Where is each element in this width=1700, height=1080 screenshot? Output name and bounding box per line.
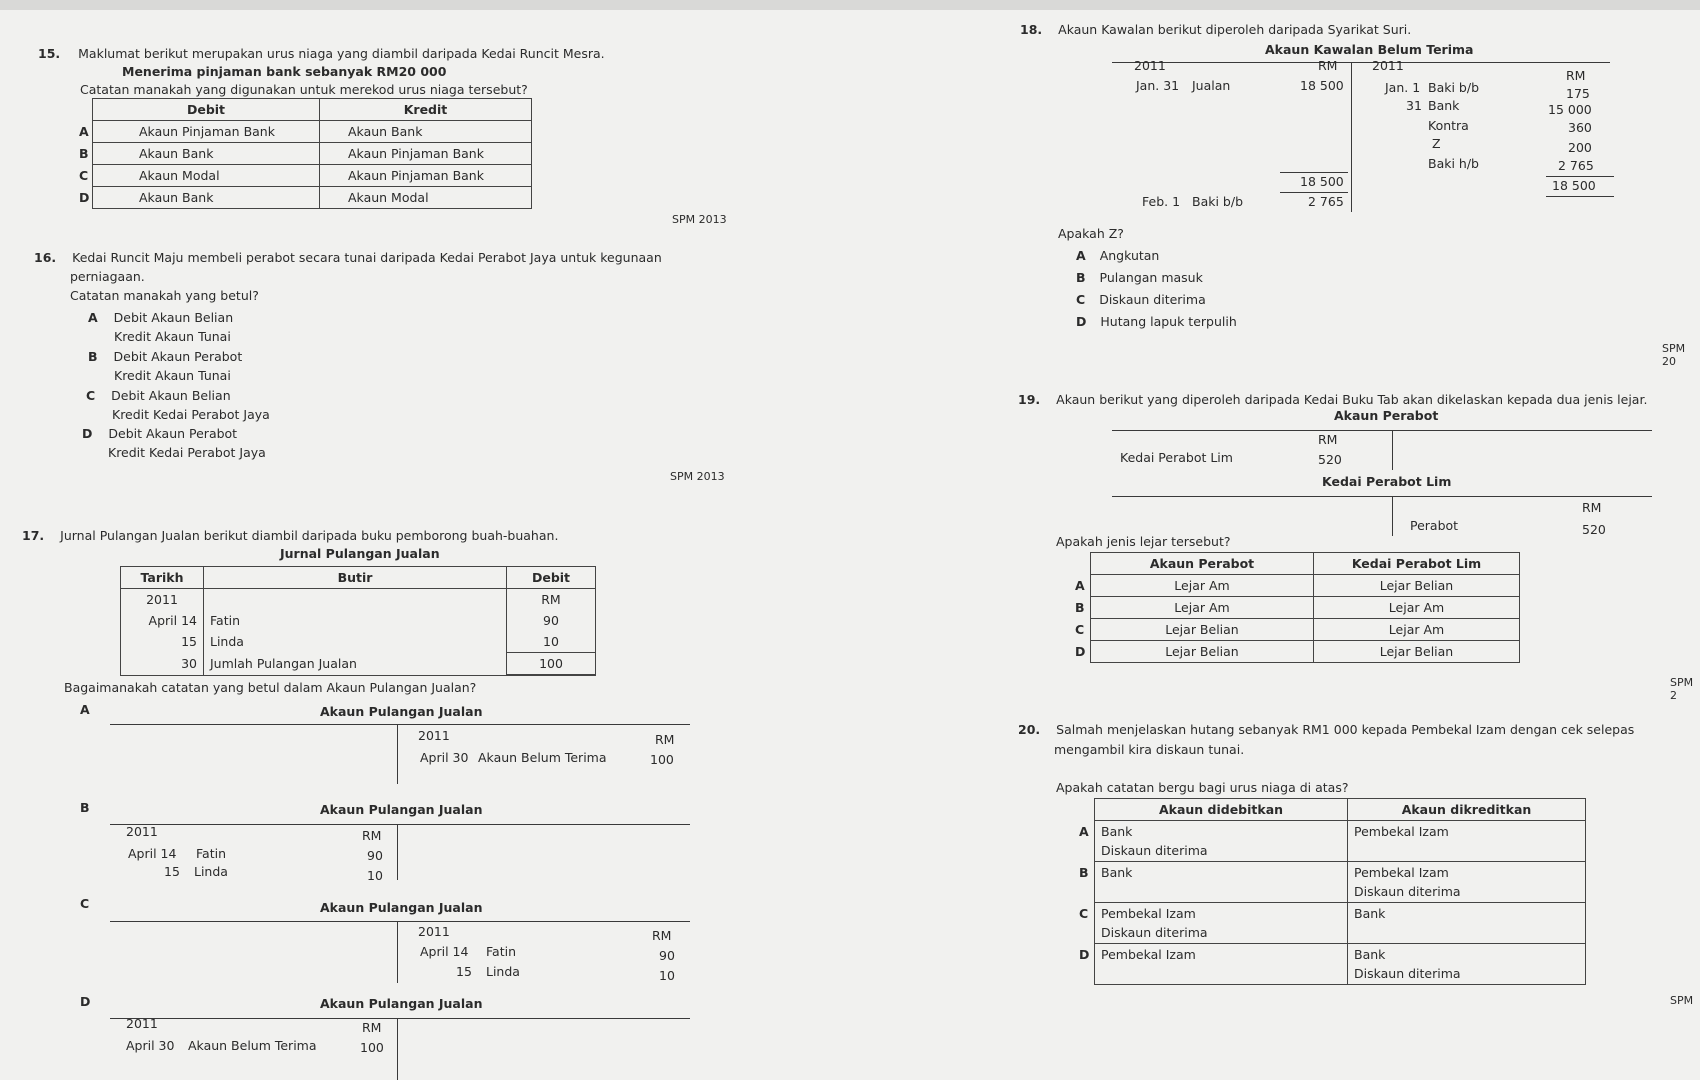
q20-question: Apakah catatan bergu bagi urus niaga di atas? bbox=[1056, 780, 1349, 795]
acc-date: April 14 bbox=[128, 846, 177, 861]
q17-option-a-label[interactable]: A bbox=[80, 702, 90, 717]
journal-row bbox=[121, 610, 596, 631]
question-stem: Maklumat berikut merupakan urus niaga yang diambil daripada Kedai Runcit Mesra. bbox=[78, 46, 605, 61]
option-text: Pulangan masuk bbox=[1099, 270, 1203, 285]
acc-amount: 10 bbox=[659, 968, 675, 983]
t-account-center-line bbox=[1392, 496, 1393, 536]
acc-amount: 360 bbox=[1568, 120, 1592, 135]
row-item: Linda bbox=[204, 631, 507, 653]
option-row[interactable] bbox=[93, 187, 532, 209]
acc-rm: RM bbox=[655, 732, 675, 747]
top-edge bbox=[0, 0, 1700, 10]
journal-title: Jurnal Pulangan Jualan bbox=[280, 546, 440, 561]
acc-date: 15 bbox=[164, 864, 180, 879]
acc-item: Baki h/b bbox=[1428, 156, 1479, 171]
debit-cell: Akaun Bank bbox=[139, 190, 214, 205]
debit-cell: Akaun Pinjaman Bank bbox=[139, 124, 275, 139]
credit-line-2: Diskaun diterima bbox=[1354, 966, 1461, 981]
t-account-top-line bbox=[110, 724, 690, 725]
kredit-cell: Akaun Pinjaman Bank bbox=[320, 143, 532, 165]
question-17 bbox=[22, 528, 642, 543]
option-label: D bbox=[1075, 644, 1086, 659]
option-row[interactable] bbox=[1091, 619, 1520, 641]
option-label: B bbox=[88, 349, 98, 364]
option-label: D bbox=[1076, 314, 1087, 329]
q18-option-a[interactable] bbox=[1076, 248, 1159, 263]
q17-option-b-label[interactable]: B bbox=[80, 800, 90, 815]
q17-option-a-title: Akaun Pulangan Jualan bbox=[320, 704, 483, 719]
t-account-top-line bbox=[110, 921, 690, 922]
question-19 bbox=[1018, 392, 1698, 407]
acc-date: April 14 bbox=[420, 944, 469, 959]
option-label: D bbox=[79, 190, 90, 205]
option-row[interactable] bbox=[1091, 575, 1520, 597]
q17-journal bbox=[120, 566, 596, 676]
acc-rm: RM bbox=[652, 928, 672, 943]
q15-source: SPM 2013 bbox=[672, 213, 727, 226]
question-number: 18. bbox=[1020, 22, 1043, 37]
acc-rm: RM bbox=[1566, 68, 1586, 83]
acc-date: 15 bbox=[456, 964, 472, 979]
header-kredit: Kredit bbox=[320, 99, 532, 121]
row-date: 30 bbox=[121, 653, 204, 676]
row-amount: 10 bbox=[507, 631, 596, 653]
debit-cell: Akaun Bank bbox=[139, 146, 214, 161]
acc-amount: 175 bbox=[1566, 86, 1590, 101]
credit-line-1: Pembekal Izam bbox=[1354, 865, 1449, 880]
ledger-a: Lejar Belian bbox=[1165, 644, 1239, 659]
question-20 bbox=[1018, 722, 1698, 737]
q15-options bbox=[79, 98, 532, 209]
acc-item: Baki b/b bbox=[1428, 80, 1480, 95]
option-row[interactable] bbox=[1095, 821, 1586, 862]
option-label: A bbox=[1076, 248, 1086, 263]
option-label: B bbox=[79, 146, 89, 161]
row-amount: 100 bbox=[507, 653, 596, 676]
row-item: Jumlah Pulangan Jualan bbox=[204, 653, 507, 676]
q15-question: Catatan manakah yang digunakan untuk merekod urus niaga tersebut? bbox=[80, 82, 528, 97]
acc-item: Fatin bbox=[196, 846, 226, 861]
acc-item: Jualan bbox=[1192, 78, 1231, 93]
row-date: April 14 bbox=[121, 610, 204, 631]
acc-item: Kedai Perabot Lim bbox=[1120, 450, 1233, 465]
t-account-top-line bbox=[1112, 496, 1652, 497]
option-label: C bbox=[1076, 292, 1086, 307]
acc-amount: 100 bbox=[650, 752, 674, 767]
q18-question: Apakah Z? bbox=[1058, 226, 1124, 241]
acc-amount: 520 bbox=[1318, 452, 1342, 467]
acc-item: Linda bbox=[486, 964, 520, 979]
option-label: B bbox=[1076, 270, 1086, 285]
credit-line-1: Bank bbox=[1354, 947, 1386, 962]
option-row[interactable] bbox=[1091, 641, 1520, 663]
acc-item: Perabot bbox=[1410, 518, 1459, 533]
ledger-a: Lejar Am bbox=[1174, 600, 1230, 615]
t-account-center-line bbox=[397, 724, 398, 784]
t-account-center-line bbox=[1351, 62, 1352, 212]
total-line bbox=[1546, 176, 1614, 177]
acc-amount: 520 bbox=[1582, 522, 1606, 537]
acc-year: 2011 bbox=[1134, 58, 1166, 73]
acc-year: 2011 bbox=[418, 728, 450, 743]
acc-year: 2011 bbox=[1372, 58, 1404, 73]
header-tarikh: Tarikh bbox=[121, 567, 204, 589]
acc-year: 2011 bbox=[418, 924, 450, 939]
option-line-1: Debit Akaun Perabot bbox=[113, 349, 243, 364]
acc-amount: 200 bbox=[1568, 140, 1592, 155]
question-number: 17. bbox=[22, 528, 45, 543]
acc-amount: 2 765 bbox=[1308, 194, 1344, 209]
question-number: 19. bbox=[1018, 392, 1041, 407]
q19-acc2-title: Kedai Perabot Lim bbox=[1322, 474, 1452, 489]
question-number: 20. bbox=[1018, 722, 1041, 737]
kredit-cell: Akaun Pinjaman Bank bbox=[320, 165, 532, 187]
q18-account-title: Akaun Kawalan Belum Terima bbox=[1265, 42, 1474, 57]
question-stem: Akaun berikut yang diperoleh daripada Kedai Buku Tab akan dikelaskan kepada dua jenis lejar. bbox=[1056, 392, 1648, 407]
option-label: B bbox=[1075, 600, 1085, 615]
journal-table bbox=[120, 566, 596, 676]
question-16 bbox=[34, 250, 774, 265]
q18-option-b[interactable] bbox=[1076, 270, 1203, 285]
q20-stem-cont: mengambil kira diskaun tunai. bbox=[1054, 742, 1245, 757]
acc-rm: RM bbox=[362, 1020, 382, 1035]
acc-date: Jan. 31 bbox=[1136, 78, 1180, 93]
question-stem: Jurnal Pulangan Jualan berikut diambil daripada buku pemborong buah-buahan. bbox=[60, 528, 559, 543]
option-text: Hutang lapuk terpulih bbox=[1100, 314, 1237, 329]
acc-amount: 2 765 bbox=[1558, 158, 1594, 173]
q17-option-d-title: Akaun Pulangan Jualan bbox=[320, 996, 483, 1011]
q16-option-d[interactable] bbox=[82, 424, 266, 462]
question-stem: Salmah menjelaskan hutang sebanyak RM1 000 kepada Pembekal Izam dengan cek selepas bbox=[1056, 722, 1635, 737]
acc-date: April 30 bbox=[126, 1038, 175, 1053]
header-credited: Akaun dikreditkan bbox=[1348, 799, 1586, 821]
option-label: A bbox=[88, 310, 98, 325]
q18-option-d[interactable] bbox=[1076, 314, 1237, 329]
option-row[interactable] bbox=[93, 121, 532, 143]
q17-option-c-label[interactable]: C bbox=[80, 896, 90, 911]
debit-line-2: Diskaun diterima bbox=[1101, 925, 1208, 940]
acc-amount: 15 000 bbox=[1548, 102, 1592, 117]
acc-rm: RM bbox=[362, 828, 382, 843]
total-line bbox=[1280, 172, 1348, 173]
acc-item: Baki b/b bbox=[1192, 194, 1244, 209]
option-label: C bbox=[79, 168, 89, 183]
acc-rm: RM bbox=[1318, 432, 1338, 447]
option-row[interactable] bbox=[1095, 944, 1586, 985]
t-account-top-line bbox=[1112, 62, 1610, 63]
ledger-b: Lejar Am bbox=[1314, 619, 1520, 641]
acc-item: Kontra bbox=[1428, 118, 1469, 133]
option-label: A bbox=[1075, 578, 1085, 593]
option-line-1: Debit Akaun Belian bbox=[113, 310, 234, 325]
acc-date: April 30 bbox=[420, 750, 469, 765]
q20-options bbox=[1079, 798, 1586, 985]
acc-item: Fatin bbox=[486, 944, 516, 959]
credit-line-1: Bank bbox=[1354, 906, 1386, 921]
acc-year: 2011 bbox=[126, 1016, 158, 1031]
q16-option-a[interactable] bbox=[88, 308, 233, 346]
q16-stem-cont: perniagaan. bbox=[70, 269, 145, 284]
question-stem: Akaun Kawalan berikut diperoleh daripada Syarikat Suri. bbox=[1058, 22, 1412, 37]
q17-option-d-label[interactable]: D bbox=[80, 994, 91, 1009]
option-row[interactable] bbox=[93, 165, 532, 187]
debit-line-1: Bank bbox=[1101, 824, 1133, 839]
acc-item: Bank bbox=[1428, 98, 1460, 113]
t-account-center-line bbox=[397, 824, 398, 880]
total-line bbox=[1280, 192, 1348, 193]
option-label: C bbox=[1075, 622, 1085, 637]
header-butir: Butir bbox=[204, 567, 507, 589]
option-label: B bbox=[1079, 865, 1089, 880]
acc-amount: 18 500 bbox=[1300, 78, 1344, 93]
ledger-b: Lejar Belian bbox=[1314, 575, 1520, 597]
option-label: C bbox=[1079, 906, 1089, 921]
debit-line-2: Diskaun diterima bbox=[1101, 843, 1208, 858]
debit-line-1: Pembekal Izam bbox=[1101, 906, 1196, 921]
option-label: D bbox=[82, 426, 93, 441]
acc-amount: 90 bbox=[367, 848, 383, 863]
q19-source: SPM 2 bbox=[1670, 676, 1694, 702]
acc-rm: RM bbox=[1582, 500, 1602, 515]
acc-item: Z bbox=[1432, 136, 1441, 151]
q20-options-table bbox=[1079, 798, 1586, 985]
total-line bbox=[1546, 196, 1614, 197]
debit-cell: Akaun Modal bbox=[139, 168, 220, 183]
acc-item: Akaun Belum Terima bbox=[478, 750, 607, 765]
acc-item: Akaun Belum Terima bbox=[188, 1038, 317, 1053]
question-stem: Kedai Runcit Maju membeli perabot secara tunai daripada Kedai Perabot Jaya untuk kegunaan bbox=[72, 250, 662, 265]
header-debited: Akaun didebitkan bbox=[1095, 799, 1348, 821]
option-line-2: Kredit Akaun Tunai bbox=[114, 368, 231, 383]
t-account-top-line bbox=[110, 1018, 690, 1019]
option-label: A bbox=[1079, 824, 1089, 839]
q20-source: SPM bbox=[1670, 994, 1694, 1007]
debit-line-1: Bank bbox=[1101, 865, 1133, 880]
acc-item: Linda bbox=[194, 864, 228, 879]
q17-option-c-title: Akaun Pulangan Jualan bbox=[320, 900, 483, 915]
row-amount: 90 bbox=[507, 610, 596, 631]
option-row[interactable] bbox=[93, 143, 532, 165]
journal-rm: RM bbox=[507, 589, 596, 611]
ledger-a: Lejar Belian bbox=[1165, 622, 1239, 637]
header-debit: Debit bbox=[507, 567, 596, 589]
option-text: Angkutan bbox=[1099, 248, 1160, 263]
q15-options-table bbox=[79, 98, 532, 209]
acc-year: 2011 bbox=[126, 824, 158, 839]
header-debit: Debit bbox=[93, 99, 320, 121]
question-number: 16. bbox=[34, 250, 57, 265]
q17-option-b-title: Akaun Pulangan Jualan bbox=[320, 802, 483, 817]
debit-line-1: Pembekal Izam bbox=[1101, 947, 1196, 962]
header-kedai-perabot-lim: Kedai Perabot Lim bbox=[1314, 553, 1520, 575]
q16-option-b[interactable] bbox=[88, 347, 242, 385]
option-row[interactable] bbox=[1095, 862, 1586, 903]
credit-line-2: Diskaun diterima bbox=[1354, 884, 1461, 899]
q19-acc1-title: Akaun Perabot bbox=[1334, 408, 1439, 423]
q16-option-c[interactable] bbox=[86, 386, 270, 424]
option-row[interactable] bbox=[1095, 903, 1586, 944]
q19-options-table bbox=[1075, 552, 1520, 663]
acc-amount: 10 bbox=[367, 868, 383, 883]
option-label: A bbox=[79, 124, 89, 139]
t-account-top-line bbox=[1112, 430, 1652, 431]
ledger-a: Lejar Am bbox=[1174, 578, 1230, 593]
t-account-top-line bbox=[110, 824, 690, 825]
journal-row bbox=[121, 653, 596, 676]
question-number: 15. bbox=[38, 46, 61, 61]
credit-line-1: Pembekal Izam bbox=[1354, 824, 1449, 839]
q19-options bbox=[1075, 552, 1520, 663]
row-item: Fatin bbox=[204, 610, 507, 631]
acc-amount: 90 bbox=[659, 948, 675, 963]
option-label: D bbox=[1079, 947, 1090, 962]
acc-total: 18 500 bbox=[1300, 174, 1344, 189]
row-date: 15 bbox=[121, 631, 204, 653]
ledger-b: Lejar Am bbox=[1314, 597, 1520, 619]
ledger-b: Lejar Belian bbox=[1314, 641, 1520, 663]
option-text: Diskaun diterima bbox=[1099, 292, 1206, 307]
acc-date: 31 bbox=[1406, 98, 1422, 113]
option-row[interactable] bbox=[1091, 597, 1520, 619]
kredit-cell: Akaun Bank bbox=[320, 121, 532, 143]
question-15 bbox=[38, 46, 658, 61]
header-akaun-perabot: Akaun Perabot bbox=[1091, 553, 1314, 575]
q16-question: Catatan manakah yang betul? bbox=[70, 288, 259, 303]
option-line-1: Debit Akaun Belian bbox=[111, 388, 231, 403]
option-line-2: Kredit Kedai Perabot Jaya bbox=[108, 445, 266, 460]
q16-source: SPM 2013 bbox=[670, 470, 725, 483]
q18-source: SPM 20 bbox=[1662, 342, 1686, 368]
kredit-cell: Akaun Modal bbox=[320, 187, 532, 209]
journal-year: 2011 bbox=[121, 589, 204, 611]
q15-info: Menerima pinjaman bank sebanyak RM20 000 bbox=[122, 64, 447, 79]
option-line-1: Debit Akaun Perabot bbox=[108, 426, 238, 441]
acc-date: Jan. 1 bbox=[1385, 80, 1421, 95]
t-account-center-line bbox=[397, 1018, 398, 1080]
acc-date: Feb. 1 bbox=[1142, 194, 1181, 209]
option-label: C bbox=[86, 388, 96, 403]
acc-total: 18 500 bbox=[1552, 178, 1596, 193]
t-account-center-line bbox=[397, 921, 398, 983]
q17-question: Bagaimanakah catatan yang betul dalam Akaun Pulangan Jualan? bbox=[64, 680, 477, 695]
t-account-center-line bbox=[1392, 430, 1393, 470]
journal-row bbox=[121, 631, 596, 653]
q19-question: Apakah jenis lejar tersebut? bbox=[1056, 534, 1231, 549]
option-line-2: Kredit Akaun Tunai bbox=[114, 329, 231, 344]
acc-rm: RM bbox=[1318, 58, 1338, 73]
acc-amount: 100 bbox=[360, 1040, 384, 1055]
option-line-2: Kredit Kedai Perabot Jaya bbox=[112, 407, 270, 422]
question-18 bbox=[1020, 22, 1680, 37]
q18-option-c[interactable] bbox=[1076, 292, 1206, 307]
